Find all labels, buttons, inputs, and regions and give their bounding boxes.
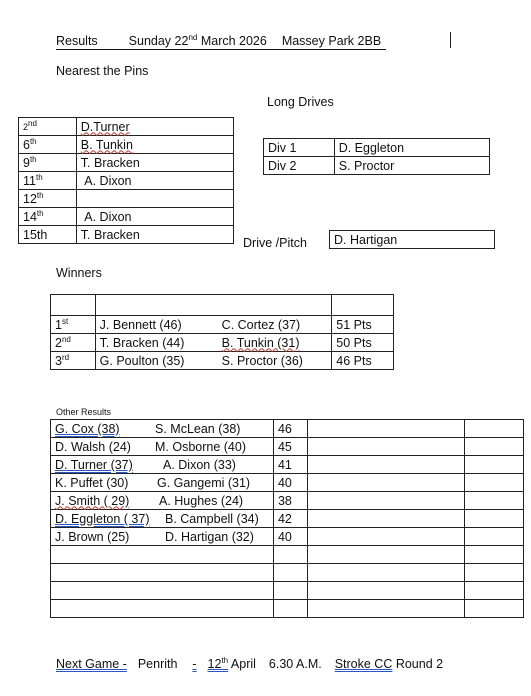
winner-cell: [76, 190, 233, 208]
score-cell: 41: [273, 456, 307, 474]
points-cell: 46 Pts: [332, 352, 394, 370]
table-row: [51, 546, 524, 564]
table-row: [19, 136, 234, 154]
table-row: [51, 564, 524, 582]
players-cell: J. Smith ( 29) A. Hughes (24): [51, 492, 274, 510]
hole-cell: 6th: [19, 136, 77, 154]
table-row: [51, 510, 524, 528]
table-row: [51, 600, 524, 618]
results-title: [56, 34, 386, 50]
table-row: [51, 438, 524, 456]
players-cell: D. Walsh (24) M. Osborne (40): [51, 438, 274, 456]
table-row: [51, 582, 524, 600]
division-cell: Div 2: [264, 157, 335, 175]
winner-cell: S. Proctor: [334, 157, 489, 175]
score-cell: 40: [273, 528, 307, 546]
other-results-table: [50, 419, 524, 618]
next-game-month: April: [230, 657, 256, 671]
score-cell: 46: [273, 420, 307, 438]
winner-cell: A. Dixon: [76, 172, 233, 190]
next-game-date: 12: [207, 657, 222, 671]
players-cell: G. Poulton (35) S. Proctor (36): [95, 352, 332, 370]
next-game-location: Penrith: [137, 657, 178, 671]
winner-cell: D.Turner: [76, 118, 233, 136]
hole-cell: 11th: [19, 172, 77, 190]
players-cell: T. Bracken (44) B. Tunkin (31): [95, 334, 332, 352]
players-cell: D. Turner (37) A. Dixon (33): [51, 456, 274, 474]
table-row: [51, 456, 524, 474]
table-row: [51, 528, 524, 546]
long-drives-title: Long Drives: [267, 95, 334, 109]
table-row: [51, 334, 394, 352]
place-cell: 1st: [51, 316, 96, 334]
drive-pitch-label: Drive /Pitch: [243, 236, 307, 250]
drive-pitch-table: [329, 230, 495, 249]
players-cell: G. Cox (38) S. McLean (38): [51, 420, 274, 438]
score-cell: 45: [273, 438, 307, 456]
hole-cell: 14th: [19, 208, 77, 226]
winners-table: [50, 294, 394, 370]
table-row: [264, 157, 490, 175]
long-drives-table: [263, 138, 490, 175]
score-cell: 40: [273, 474, 307, 492]
table-row: [19, 226, 234, 244]
players-cell: K. Puffet (30) G. Gangemi (31): [51, 474, 274, 492]
players-cell: J. Bennett (46) C. Cortez (37): [95, 316, 332, 334]
table-row: [51, 316, 394, 334]
table-row: [51, 352, 394, 370]
next-game-time: 6.30 A.M.: [268, 657, 322, 671]
winners-title: Winners: [56, 266, 102, 280]
table-row: [51, 420, 524, 438]
winner-cell: B. Tunkin: [76, 136, 233, 154]
hole-cell: 9th: [19, 154, 77, 172]
table-row: [51, 474, 524, 492]
next-game-line: Next Game - Penrith - 12th April 6.30 A.M. Stroke CC Round 2: [56, 655, 444, 671]
table-row: [264, 139, 490, 157]
next-game-label: Next Game -: [56, 657, 127, 671]
nearest-pins-table: [18, 117, 234, 244]
winner-cell: A. Dixon: [76, 208, 233, 226]
score-cell: 42: [273, 510, 307, 528]
winner-cell: T. Bracken: [76, 226, 233, 244]
table-row: [51, 295, 394, 316]
table-row: [19, 172, 234, 190]
table-row: [51, 492, 524, 510]
next-game-dash: -: [192, 657, 197, 671]
table-row: [19, 190, 234, 208]
hole-cell: 2nd: [19, 118, 77, 136]
players-cell: D. Eggleton ( 37) B. Campbell (34): [51, 510, 274, 528]
date-sup: nd: [188, 32, 198, 42]
next-game-round: Round 2: [395, 657, 444, 671]
results-label: Results: [56, 34, 98, 48]
venue: Massey Park 2BB: [281, 34, 382, 48]
next-game-format: Stroke CC: [334, 657, 393, 671]
hole-cell: 15th: [19, 226, 77, 244]
other-results-title: Other Results: [56, 407, 112, 417]
nearest-pins-title: Nearest the Pins: [56, 64, 149, 78]
hole-cell: 12th: [19, 190, 77, 208]
winner-cell: D. Hartigan: [330, 231, 495, 249]
table-row: [19, 118, 234, 136]
table-row: [19, 154, 234, 172]
players-cell: J. Brown (25) D. Hartigan (32): [51, 528, 274, 546]
winner-cell: T. Bracken: [76, 154, 233, 172]
points-cell: 51 Pts: [332, 316, 394, 334]
place-cell: 2nd: [51, 334, 96, 352]
points-cell: 50 Pts: [332, 334, 394, 352]
place-cell: 3rd: [51, 352, 96, 370]
date-prefix: Sunday 22: [128, 34, 189, 48]
winner-cell: D. Eggleton: [334, 139, 489, 157]
date-suffix: March 2026: [200, 34, 267, 48]
text-cursor: [450, 32, 451, 48]
table-row: [330, 231, 495, 249]
score-cell: 38: [273, 492, 307, 510]
division-cell: Div 1: [264, 139, 335, 157]
table-row: [19, 208, 234, 226]
